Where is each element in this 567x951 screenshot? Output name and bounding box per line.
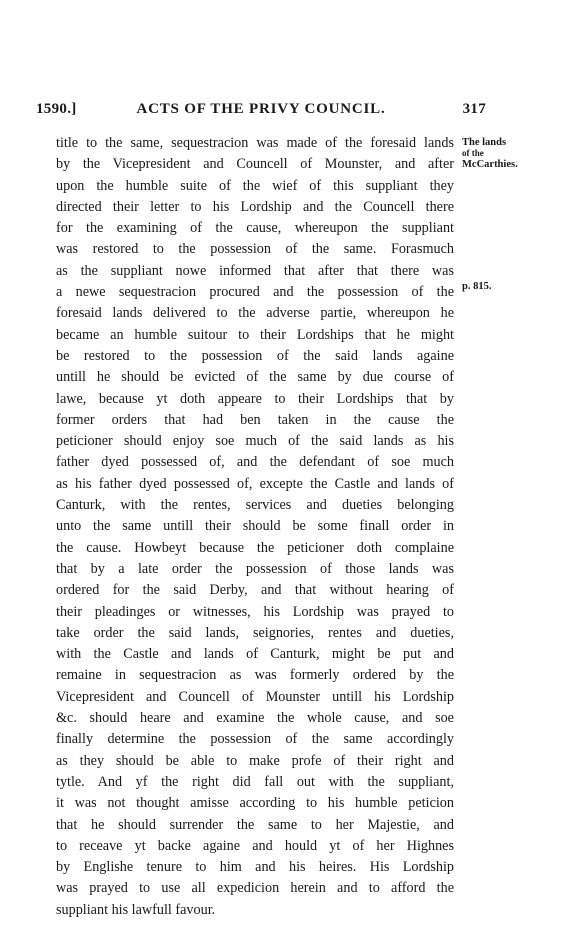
- text-line: peticioner should enjoy soe much of the said lands as his: [56, 433, 454, 450]
- margin-note-line: McCarthies.: [462, 159, 518, 170]
- text-line: as his father dyed possessed of, excepte the Castle and lands of: [56, 475, 454, 492]
- text-line: to receave yt backe againe and hould yt of her Highnes: [56, 837, 454, 854]
- body-paragraph: [56, 133, 454, 921]
- text-line: be restored to the possession of the said lands againe: [56, 347, 454, 364]
- margin-note-line: The lands: [462, 137, 507, 148]
- text-line: as they should be able to make profe of their right and: [56, 752, 454, 769]
- text-line: tytle. And yf the right did fall out with the suppliant,: [56, 773, 454, 790]
- text-line: former orders that had ben taken in the cause the: [56, 411, 454, 428]
- text-line: their pleadinges or witnesses, his Lordship was prayed to: [56, 603, 454, 620]
- text-line: title to the same, sequestracion was made of the foresaid lands: [56, 135, 454, 151]
- text-line: that by a late order the possession of those lands was: [56, 560, 454, 577]
- margin-note-page-ref: p. 815.: [462, 281, 492, 292]
- header-year: 1590.]: [36, 101, 77, 117]
- text-line: for the examining of the cause, whereupon the suppliant: [56, 220, 454, 237]
- text-line: became an humble suitour to their Lordships that he might: [56, 326, 454, 343]
- text-line: untill he should be evicted of the same by due course of: [56, 369, 454, 386]
- page-number: 317: [462, 101, 486, 117]
- text-line: was restored to the possession of the same. Forasmuch: [56, 241, 454, 258]
- text-line: Vicepresident and Councell of Mounster untill his Lordship: [56, 688, 454, 705]
- text-line: was prayed to use all expedicion herein and to afford the: [56, 880, 454, 897]
- text-line: suppliant his lawfull favour.: [56, 901, 216, 918]
- text-line: ordered for the said Derby, and that without hearing of: [56, 582, 454, 599]
- text-line: father dyed possessed of, and the defendant of soe much: [56, 454, 454, 471]
- text-line: foresaid lands delivered to the adverse partie, whereupon he: [56, 305, 454, 322]
- text-line: with the Castle and lands of Canturk, might be put and: [56, 646, 454, 663]
- text-line: &c. should heare and examine the whole cause, and soe: [56, 710, 454, 727]
- text-line: unto the same untill their should be some finall order in: [56, 518, 454, 535]
- header-title: ACTS OF THE PRIVY COUNCIL.: [136, 101, 386, 117]
- running-header: [36, 101, 486, 123]
- text-line: take order the said lands, seignories, rentes and dueties,: [56, 624, 454, 641]
- text-line: directed their letter to his Lordship and the Councell there: [56, 198, 454, 215]
- text-line: the cause. Howbeyt because the peticioner doth complaine: [56, 539, 454, 556]
- margin-note-lands: [462, 137, 518, 170]
- text-line: by Englishe tenure to him and his heires. His Lordship: [56, 859, 454, 876]
- text-line: lawe, because yt doth appeare to their Lordships that by: [56, 390, 454, 407]
- text-line: remaine in sequestracion as was formerly ordered by the: [56, 667, 454, 684]
- text-line: it was not thought amisse according to his humble peticion: [56, 795, 454, 812]
- text-line: a newe sequestracion procured and the possession of the: [56, 284, 454, 301]
- text-line: upon the humble suite of the wief of this suppliant they: [56, 177, 454, 194]
- text-line: finally determine the possession of the same accordingly: [56, 731, 454, 748]
- text-line: that he should surrender the same to her Majestie, and: [56, 816, 454, 833]
- text-line: as the suppliant nowe informed that after that there was: [56, 262, 454, 279]
- margin-note-line: of the: [462, 148, 484, 158]
- text-line: by the Vicepresident and Councell of Mounster, and after: [56, 156, 454, 173]
- text-line: Canturk, with the rentes, services and dueties belonging: [56, 497, 454, 514]
